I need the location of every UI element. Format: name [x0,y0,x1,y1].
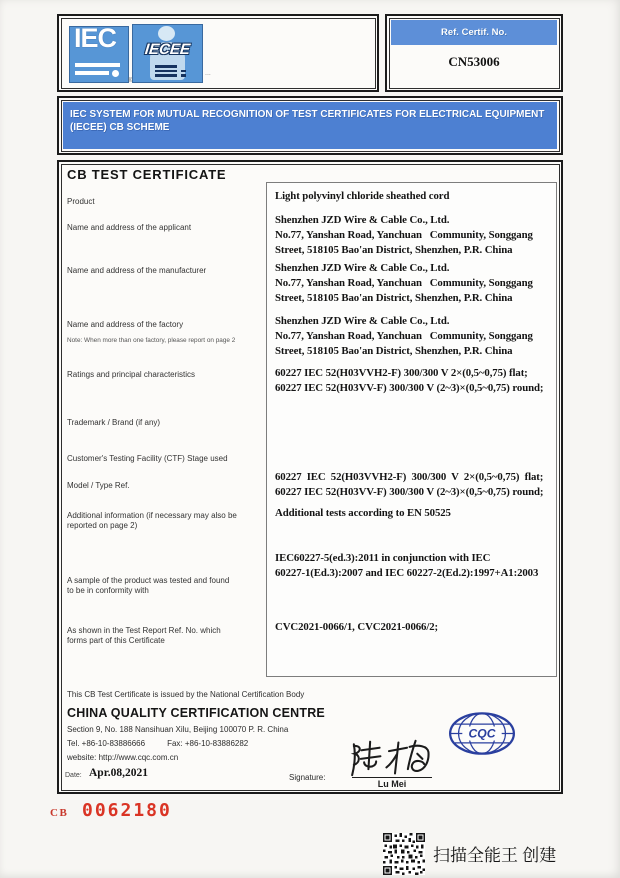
product-label: Product [67,197,95,206]
signature-label: Signature: [289,773,326,782]
scheme-banner-box [57,96,563,155]
applicant-line: Street, 518105 Bao'an District, Shenzhen, P.R. China [275,244,513,256]
certificate-title: CB TEST CERTIFICATE [67,167,227,182]
manufacturer-line: Street, 518105 Bao'an District, Shenzhen, P.R. China [275,292,513,304]
certificate-body-box [57,160,563,794]
scheme-banner-line2: (IECEE) CB SCHEME [70,122,170,133]
conformity-line: IEC60227-5(ed.3):2011 in conjunction with IEC [275,552,491,564]
applicant-label: Name and address of the applicant [67,223,192,232]
date-label: Date: [65,772,82,779]
model-line: 60227 IEC 52(H03VVH2-F) 300/300 V 2×(0,5~0,75) flat; [275,471,544,483]
factory-line: Shenzhen JZD Wire & Cable Co., Ltd. [275,315,450,327]
trademark-label: Trademark / Brand (if any) [67,418,161,427]
logo-header-box [57,14,379,92]
manufacturer-label: Name and address of the manufacturer [67,266,207,275]
cb-serial-prefix: CB [50,807,69,819]
date-value: Apr.08,2021 [89,767,148,779]
tel-text: Tel. +86-10-83886666 [67,739,146,748]
scheme-banner-line1: IEC SYSTEM FOR MUTUAL RECOGNITION OF TEST CERTIFICATES FOR ELECTRICAL EQUIPMENT [70,109,545,120]
cb-serial-number: 0062180 [82,800,172,821]
ratings-label: Ratings and principal characteristics [67,370,196,379]
ctf-label: Customer's Testing Facility (CTF) Stage used [67,454,228,463]
iecee-logo-tab [181,74,186,77]
signatory-name: Lu Mei [377,779,407,789]
certification-body-website: website: http://www.cqc.com.cn [67,753,179,762]
qr-code [383,833,425,875]
certification-body-telfax [67,739,248,748]
test-report-label-line2: forms part of this Certificate [67,636,165,645]
factory-note: Note: When more than one factory, please report on page 2 [67,337,236,344]
applicant-line: Shenzhen JZD Wire & Cable Co., Ltd. [275,214,450,226]
certification-body-name: CHINA QUALITY CERTIFICATION CENTRE [67,706,325,720]
additional-info-label-line1: Additional information (if necessary may also be [67,511,237,520]
product-value: Light polyvinyl chloride sheathed cord [275,190,450,202]
signature-line [352,777,432,778]
iec-logo-bar [75,71,109,75]
model-label: Model / Type Ref. [67,481,130,490]
issued-statement: This CB Test Certificate is issued by the National Certification Body [67,690,305,699]
iec-logo-text: IEC [74,23,117,53]
scheme-banner [63,102,557,149]
iec-logo [69,23,129,83]
test-report-value: CVC2021-0066/1, CVC2021-0066/2; [275,621,439,633]
iecee-logo-bar [155,70,177,73]
cqc-logo [447,711,517,756]
scan-artifact-dots: ... [205,70,211,77]
additional-info-value: Additional tests according to EN 50525 [275,507,451,519]
ratings-line: 60227 IEC 52(H03VV-F) 300/300 V (2~3)×(0,5~0,75) round; [275,382,544,394]
conformity-label-line1: A sample of the product was tested and found [67,576,230,585]
values-panel [266,182,557,677]
additional-info-label-line2: reported on page 2) [67,521,138,530]
ratings-line: 60227 IEC 52(H03VVH2-F) 300/300 V 2×(0,5~0,75) flat; [275,367,528,379]
model-line: 60227 IEC 52(H03VV-F) 300/300 V (2~3)×(0,5~0,75) round; [275,486,544,498]
manufacturer-line: No.77, Yanshan Road, Yanchuan Community, Songgang [275,277,533,289]
ref-certif-label: Ref. Certif. No. [391,20,557,45]
iec-logo-dot [112,70,119,77]
iecee-logo-bar [155,65,177,68]
iecee-logo [132,24,203,83]
factory-line: Street, 518105 Bao'an District, Shenzhen, P.R. China [275,345,513,357]
cqc-logo-text: CQC [468,726,496,741]
conformity-label-line2: to be in conformity with [67,586,149,595]
ref-certif-box [385,14,563,92]
applicant-line: No.77, Yanshan Road, Yanchuan Community, Songgang [275,229,533,241]
iecee-logo-text: IECEE [144,41,191,58]
factory-label: Name and address of the factory [67,320,184,329]
iecee-logo-bar [155,74,177,77]
scanner-watermark: 扫描全能王 创建 [433,846,557,865]
fax-text: Fax: +86-10-83886282 [167,739,249,748]
iecee-figure-head [158,26,175,41]
signature-handwriting [347,738,437,778]
iecee-logo-tab [181,70,186,73]
registered-trademark-icon: ® [128,78,133,84]
manufacturer-line: Shenzhen JZD Wire & Cable Co., Ltd. [275,262,450,274]
iec-logo-bar [75,63,120,67]
ref-certif-number: CN53006 [448,54,500,69]
conformity-line: 60227-1(Ed.3):2007 and IEC 60227-2(Ed.2):1997+A1:2003 [275,567,539,579]
factory-line: No.77, Yanshan Road, Yanchuan Community, Songgang [275,330,533,342]
certification-body-address: Section 9, No. 188 Nansihuan Xilu, Beijing 100070 P. R. China [67,725,289,734]
test-report-label-line1: As shown in the Test Report Ref. No. which [67,626,221,635]
